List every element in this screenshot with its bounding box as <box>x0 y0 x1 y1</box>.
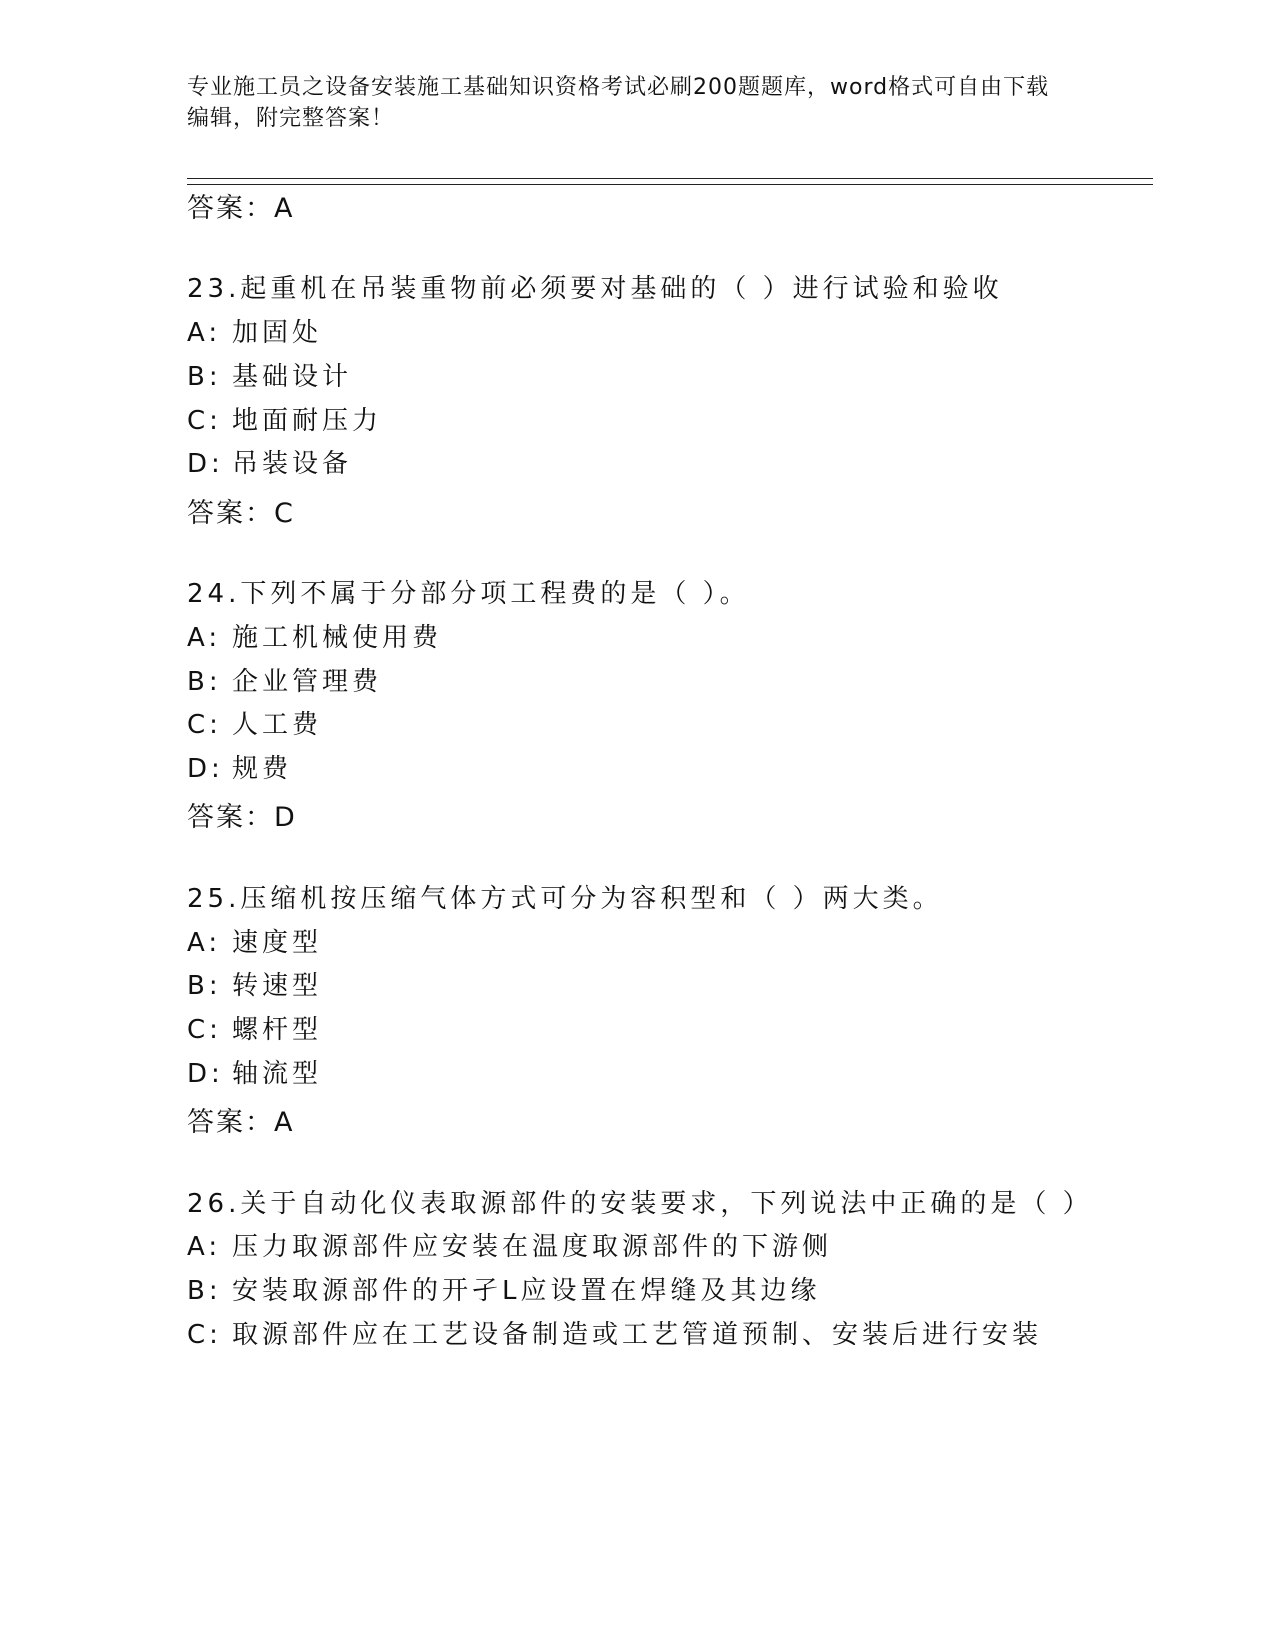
header-divider-bottom <box>187 184 1153 185</box>
option-a <box>187 926 322 960</box>
option-text: 转速型 <box>232 971 323 1001</box>
option-text: 基础设计 <box>232 362 353 392</box>
answer-line: 答案：A <box>187 1107 295 1138</box>
option-key: A: <box>187 1232 222 1262</box>
option-text: 取源部件应在工艺设备制造或工艺管道预制、安装后进行安装 <box>232 1320 1043 1350</box>
option-key: C: <box>187 1320 222 1350</box>
answer-line: 答案：C <box>187 498 295 529</box>
option-text: 规费 <box>232 754 293 784</box>
option-key: C: <box>187 710 222 740</box>
option-c <box>187 708 322 742</box>
option-key: A: <box>187 928 222 958</box>
option-key: B: <box>187 971 222 1001</box>
option-d <box>187 1057 322 1091</box>
option-key: C: <box>187 406 222 436</box>
option-text: 人工费 <box>232 710 323 740</box>
option-text: 压力取源部件应安装在温度取源部件的下游侧 <box>232 1232 833 1262</box>
question-stem: 24.下列不属于分部分项工程费的是（ ）。 <box>187 579 750 609</box>
answer-line: 答案：A <box>187 193 295 224</box>
option-text: 企业管理费 <box>232 667 383 697</box>
option-key: D: <box>187 754 224 784</box>
option-text: 吊装设备 <box>232 449 353 479</box>
option-text: 安装取源部件的开孑L应设置在焊缝及其边缘 <box>232 1276 821 1306</box>
option-key: B: <box>187 1276 222 1306</box>
option-c <box>187 1013 322 1047</box>
option-text: 地面耐压力 <box>232 406 383 436</box>
option-key: D: <box>187 1059 224 1089</box>
option-a <box>187 1230 832 1264</box>
option-c <box>187 404 382 438</box>
option-text: 加固处 <box>232 318 323 348</box>
option-c <box>187 1318 1042 1352</box>
option-text: 轴流型 <box>232 1059 323 1089</box>
option-key: A: <box>187 318 222 348</box>
option-a <box>187 621 442 655</box>
option-key: C: <box>187 1015 222 1045</box>
option-d <box>187 752 292 786</box>
document-header: 专业施工员之设备安装施工基础知识资格考试必刷200题题库，word格式可自由下载编辑，附完整答案！ <box>187 75 1050 131</box>
option-key: B: <box>187 362 222 392</box>
option-key: B: <box>187 667 222 697</box>
option-text: 施工机械使用费 <box>232 623 443 653</box>
option-text: 螺杆型 <box>232 1015 323 1045</box>
option-d <box>187 447 352 481</box>
option-b <box>187 969 322 1003</box>
option-b <box>187 360 352 394</box>
question-stem: 25.压缩机按压缩气体方式可分为容积型和（ ）两大类。 <box>187 884 943 914</box>
option-key: D: <box>187 449 224 479</box>
option-text: 速度型 <box>232 928 323 958</box>
option-b <box>187 665 382 699</box>
question-stem: 26.关于自动化仪表取源部件的安装要求，下列说法中正确的是（ ） <box>187 1189 1093 1219</box>
option-key: A: <box>187 623 222 653</box>
option-a <box>187 316 322 350</box>
answer-line: 答案：D <box>187 802 297 833</box>
header-divider-top <box>187 178 1153 179</box>
question-stem: 23.起重机在吊装重物前必须要对基础的（ ）进行试验和验收 <box>187 274 1003 304</box>
option-b <box>187 1274 821 1308</box>
